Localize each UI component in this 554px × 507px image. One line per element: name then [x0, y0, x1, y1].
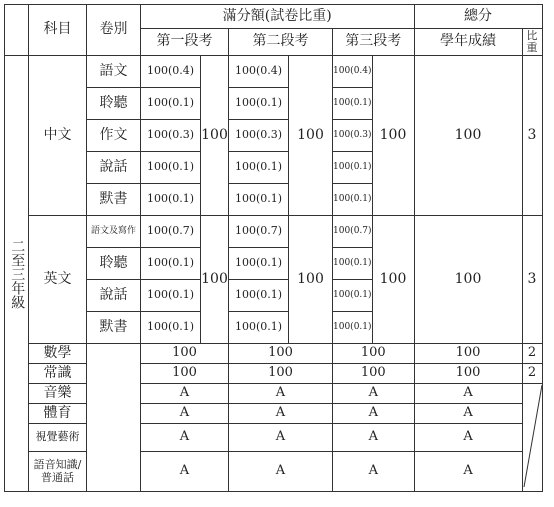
- weight-slash-cell: [522, 384, 542, 492]
- chinese-year-grade: 100: [414, 56, 522, 216]
- exam3-weight: 100(0.1): [333, 152, 373, 184]
- exam1-weight: 100(0.4): [141, 56, 201, 88]
- exam2-weight: 100(0.4): [229, 56, 289, 88]
- subject-name: 常識: [29, 364, 87, 384]
- exam2-score: A: [229, 404, 333, 424]
- subject-name: 音樂: [29, 384, 87, 404]
- exam3-score: 100: [333, 344, 415, 364]
- exam2-weight: 100(0.1): [229, 280, 289, 312]
- exam3-weight: 100(0.1): [333, 184, 373, 216]
- subject-name: 數學: [29, 344, 87, 364]
- year-grade: A: [414, 384, 522, 404]
- subject-name: 語音知識/普通話: [29, 452, 87, 492]
- english-exam3-total: 100: [372, 216, 414, 344]
- exam3-score: 100: [333, 364, 415, 384]
- chinese-exam3-total: 100: [372, 56, 414, 216]
- exam2-score: 100: [229, 344, 333, 364]
- diagonal-slash-icon: [523, 384, 543, 488]
- chinese-weight: 3: [522, 56, 542, 216]
- exam1-weight: 100(0.1): [141, 184, 201, 216]
- corner-cell: [5, 5, 29, 56]
- english-exam1-total: 100: [201, 216, 229, 344]
- header-year-grade: 學年成績: [414, 29, 522, 56]
- exam3-weight: 100(0.1): [333, 312, 373, 344]
- exam2-weight: 100(0.1): [229, 152, 289, 184]
- english-year-grade: 100: [414, 216, 522, 344]
- exam1-score: A: [141, 404, 229, 424]
- exam3-score: A: [333, 452, 415, 492]
- year-grade: 100: [414, 344, 522, 364]
- year-grade: A: [414, 424, 522, 452]
- exam2-weight: 100(0.1): [229, 88, 289, 120]
- paper-name: 默書: [87, 184, 141, 216]
- paper-name: 作文: [87, 120, 141, 152]
- exam2-score: 100: [229, 364, 333, 384]
- exam3-weight: 100(0.4): [333, 56, 373, 88]
- exam2-score: A: [229, 424, 333, 452]
- exam1-score: A: [141, 384, 229, 404]
- exam3-weight: 100(0.1): [333, 248, 373, 280]
- subject-weight: 2: [522, 364, 542, 384]
- grade-weight-table: [4, 4, 543, 492]
- paper-name: 聆聽: [87, 248, 141, 280]
- header-subject: 科目: [29, 5, 87, 56]
- exam1-score: 100: [141, 364, 229, 384]
- exam3-weight: 100(0.1): [333, 280, 373, 312]
- exam2-weight: 100(0.7): [229, 216, 289, 248]
- exam1-weight: 100(0.1): [141, 248, 201, 280]
- paper-name: 說話: [87, 152, 141, 184]
- subject-weight: 2: [522, 344, 542, 364]
- year-grade: A: [414, 452, 522, 492]
- paper-name: 語文: [87, 56, 141, 88]
- exam1-weight: 100(0.1): [141, 312, 201, 344]
- exam2-weight: 100(0.1): [229, 184, 289, 216]
- exam1-weight: 100(0.3): [141, 120, 201, 152]
- exam2-score: A: [229, 384, 333, 404]
- exam3-weight: 100(0.1): [333, 88, 373, 120]
- header-exam1: 第一段考: [141, 29, 229, 56]
- paper-name: 默書: [87, 312, 141, 344]
- exam1-weight: 100(0.1): [141, 280, 201, 312]
- blank-cell: [87, 344, 141, 492]
- exam3-score: A: [333, 384, 415, 404]
- exam1-score: A: [141, 452, 229, 492]
- paper-name: 說話: [87, 280, 141, 312]
- subject-chinese: 中文: [29, 56, 87, 216]
- paper-name: 語文及寫作: [87, 216, 141, 248]
- subject-name: 體育: [29, 404, 87, 424]
- header-volume: 卷別: [87, 5, 141, 56]
- exam3-score: A: [333, 404, 415, 424]
- exam1-weight: 100(0.1): [141, 88, 201, 120]
- grade-range-label: 二至三年級: [5, 56, 29, 492]
- year-grade: 100: [414, 364, 522, 384]
- subject-name: 視覺藝術: [29, 424, 87, 452]
- header-full-marks: 滿分額(試卷比重): [141, 5, 415, 29]
- chinese-exam1-total: 100: [201, 56, 229, 216]
- header-weight: 比重: [522, 29, 542, 56]
- paper-name: 聆聽: [87, 88, 141, 120]
- english-weight: 3: [522, 216, 542, 344]
- header-exam3: 第三段考: [333, 29, 415, 56]
- year-grade: A: [414, 404, 522, 424]
- chinese-exam2-total: 100: [289, 56, 333, 216]
- exam2-weight: 100(0.1): [229, 312, 289, 344]
- exam1-score: A: [141, 424, 229, 452]
- exam2-weight: 100(0.3): [229, 120, 289, 152]
- exam3-score: A: [333, 424, 415, 452]
- header-total: 總分: [414, 5, 542, 29]
- english-exam2-total: 100: [289, 216, 333, 344]
- exam1-score: 100: [141, 344, 229, 364]
- subject-english: 英文: [29, 216, 87, 344]
- exam3-weight: 100(0.3): [333, 120, 373, 152]
- exam2-weight: 100(0.1): [229, 248, 289, 280]
- header-exam2: 第二段考: [229, 29, 333, 56]
- exam3-weight: 100(0.7): [333, 216, 373, 248]
- exam1-weight: 100(0.7): [141, 216, 201, 248]
- exam1-weight: 100(0.1): [141, 152, 201, 184]
- exam2-score: A: [229, 452, 333, 492]
